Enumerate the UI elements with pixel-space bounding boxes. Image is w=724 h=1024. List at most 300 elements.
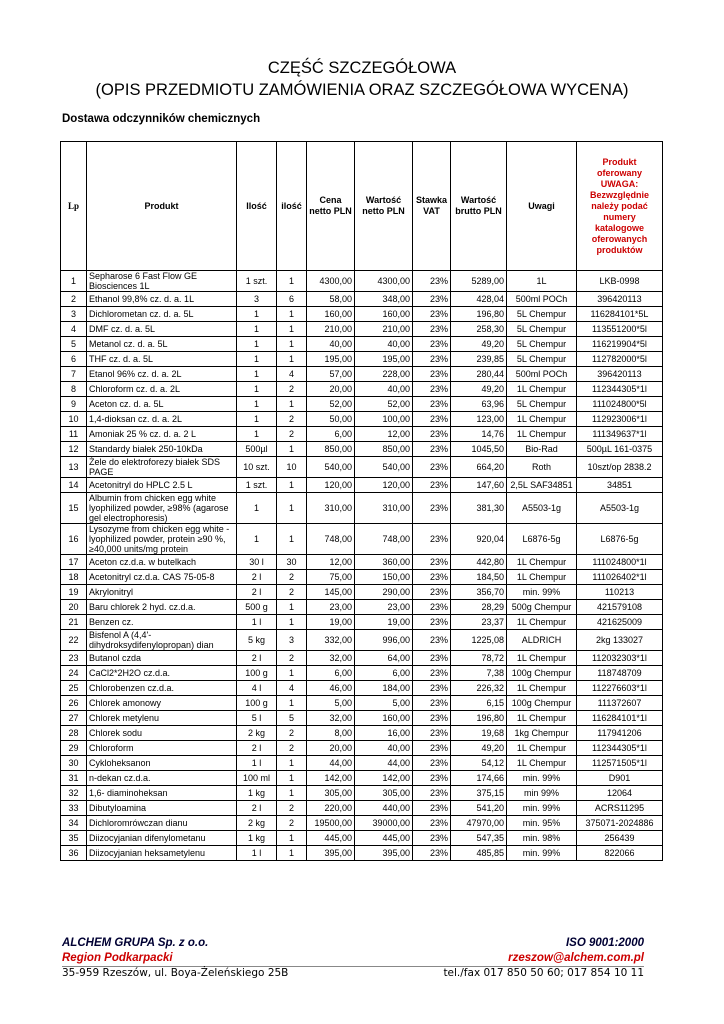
cell-cena: 6,00: [307, 666, 355, 681]
cell-ilosc2: 2: [277, 726, 307, 741]
cell-netto: 440,00: [355, 801, 413, 816]
cell-brutto: 63,96: [451, 397, 507, 412]
cell-cena: 4300,00: [307, 271, 355, 292]
cell-netto: 39000,00: [355, 816, 413, 831]
cell-ilosc1: 2 l: [237, 585, 277, 600]
table-body: [61, 271, 663, 861]
cell-vat: 23%: [413, 397, 451, 412]
cell-cena: 52,00: [307, 397, 355, 412]
cell-vat: 23%: [413, 382, 451, 397]
cell-cena: 32,00: [307, 651, 355, 666]
cell-lp: 5: [61, 337, 87, 352]
header-stawka-vat: Stawka VAT: [413, 142, 451, 271]
cell-uwagi: 1L Chempur: [507, 570, 577, 585]
cell-vat: 23%: [413, 307, 451, 322]
cell-lp: 20: [61, 600, 87, 615]
cell-oferowany: 10szt/op 2838.2: [577, 457, 663, 478]
cell-netto: 310,00: [355, 493, 413, 524]
cell-lp: 18: [61, 570, 87, 585]
cell-ilosc2: 1: [277, 831, 307, 846]
footer-company-line: [62, 937, 644, 949]
cell-lp: 21: [61, 615, 87, 630]
cell-cena: 142,00: [307, 771, 355, 786]
cell-cena: 540,00: [307, 457, 355, 478]
cell-produkt: Dichlorometan cz. d. a. 5L: [87, 307, 237, 322]
cell-oferowany: ACRS11295: [577, 801, 663, 816]
cell-ilosc1: 4 l: [237, 681, 277, 696]
cell-lp: 19: [61, 585, 87, 600]
cell-ilosc1: 1 szt.: [237, 478, 277, 493]
cell-vat: 23%: [413, 457, 451, 478]
cell-uwagi: 1L: [507, 271, 577, 292]
cell-netto: 23,00: [355, 600, 413, 615]
cell-ilosc1: 1: [237, 493, 277, 524]
cell-brutto: 23,37: [451, 615, 507, 630]
cell-brutto: 196,80: [451, 307, 507, 322]
cell-ilosc2: 2: [277, 651, 307, 666]
cell-cena: 748,00: [307, 524, 355, 555]
cell-cena: 58,00: [307, 292, 355, 307]
cell-ilosc2: 1: [277, 771, 307, 786]
cell-brutto: 19,68: [451, 726, 507, 741]
cell-brutto: 196,80: [451, 711, 507, 726]
cell-uwagi: 1L Chempur: [507, 741, 577, 756]
cell-ilosc2: 2: [277, 382, 307, 397]
cell-lp: 35: [61, 831, 87, 846]
cell-produkt: Dichloromrówczan dianu: [87, 816, 237, 831]
cell-produkt: Amoniak 25 % cz. d. a. 2 L: [87, 427, 237, 442]
cell-ilosc2: 1: [277, 524, 307, 555]
footer-region-line: [62, 952, 644, 967]
cell-lp: 23: [61, 651, 87, 666]
cell-vat: 23%: [413, 292, 451, 307]
table-row: [61, 816, 663, 831]
cell-ilosc2: 1: [277, 615, 307, 630]
cell-produkt: Diizocyjanian difenylometanu: [87, 831, 237, 846]
footer-email[interactable]: rzeszow@alchem.com.pl: [508, 952, 644, 964]
cell-uwagi: 500ml POCh: [507, 292, 577, 307]
table-row: [61, 756, 663, 771]
cell-cena: 50,00: [307, 412, 355, 427]
table-row: [61, 427, 663, 442]
cell-ilosc1: 1: [237, 337, 277, 352]
cell-uwagi: min 99%: [507, 786, 577, 801]
cell-produkt: Sepharose 6 Fast Flow GE Biosciences 1L: [87, 271, 237, 292]
cell-lp: 33: [61, 801, 87, 816]
cell-ilosc2: 1: [277, 307, 307, 322]
table-row: [61, 524, 663, 555]
table-row: [61, 726, 663, 741]
cell-lp: 8: [61, 382, 87, 397]
table-row: [61, 846, 663, 861]
cell-uwagi: 500ml POCh: [507, 367, 577, 382]
cell-cena: 210,00: [307, 322, 355, 337]
table-row: [61, 600, 663, 615]
cell-vat: 23%: [413, 726, 451, 741]
cell-netto: 40,00: [355, 382, 413, 397]
cell-lp: 16: [61, 524, 87, 555]
cell-brutto: 7,38: [451, 666, 507, 681]
cell-netto: 100,00: [355, 412, 413, 427]
cell-lp: 13: [61, 457, 87, 478]
cell-ilosc2: 5: [277, 711, 307, 726]
cell-oferowany: L6876-5g: [577, 524, 663, 555]
cell-cena: 145,00: [307, 585, 355, 600]
cell-cena: 395,00: [307, 846, 355, 861]
cell-produkt: Chlorek amonowy: [87, 696, 237, 711]
cell-netto: 290,00: [355, 585, 413, 600]
cell-vat: 23%: [413, 493, 451, 524]
cell-ilosc2: 1: [277, 442, 307, 457]
cell-lp: 28: [61, 726, 87, 741]
cell-ilosc1: 1 kg: [237, 786, 277, 801]
header-produkt: Produkt: [87, 142, 237, 271]
cell-ilosc1: 1: [237, 367, 277, 382]
cell-produkt: Standardy białek 250-10kDa: [87, 442, 237, 457]
cell-lp: 22: [61, 630, 87, 651]
cell-ilosc1: 5 l: [237, 711, 277, 726]
cell-ilosc2: 30: [277, 555, 307, 570]
cell-cena: 19500,00: [307, 816, 355, 831]
cell-brutto: 6,15: [451, 696, 507, 711]
table-row: [61, 801, 663, 816]
table-row: [61, 630, 663, 651]
cell-brutto: 78,72: [451, 651, 507, 666]
cell-ilosc1: 1: [237, 412, 277, 427]
cell-uwagi: 1L Chempur: [507, 382, 577, 397]
cell-cena: 332,00: [307, 630, 355, 651]
cell-brutto: 184,50: [451, 570, 507, 585]
cell-uwagi: ALDRICH: [507, 630, 577, 651]
cell-netto: 12,00: [355, 427, 413, 442]
cell-netto: 348,00: [355, 292, 413, 307]
table-row: [61, 478, 663, 493]
table-row: [61, 570, 663, 585]
table-row: [61, 337, 663, 352]
cell-uwagi: 1L Chempur: [507, 555, 577, 570]
header-cena-netto: Cena netto PLN: [307, 142, 355, 271]
cell-ilosc1: 1: [237, 307, 277, 322]
cell-produkt: THF cz. d. a. 5L: [87, 352, 237, 367]
cell-oferowany: 421625009: [577, 615, 663, 630]
cell-ilosc1: 10 szt.: [237, 457, 277, 478]
cell-lp: 14: [61, 478, 87, 493]
cell-produkt: Dibutyloamina: [87, 801, 237, 816]
cell-brutto: 375,15: [451, 786, 507, 801]
cell-netto: 5,00: [355, 696, 413, 711]
table-row: [61, 493, 663, 524]
table-row: [61, 615, 663, 630]
cell-lp: 17: [61, 555, 87, 570]
cell-cena: 12,00: [307, 555, 355, 570]
cell-vat: 23%: [413, 816, 451, 831]
cell-produkt: DMF cz. d. a. 5L: [87, 322, 237, 337]
cell-netto: 52,00: [355, 397, 413, 412]
cell-oferowany: 112923006*1l: [577, 412, 663, 427]
cell-oferowany: 111372607: [577, 696, 663, 711]
cell-uwagi: 1L Chempur: [507, 756, 577, 771]
cell-ilosc2: 1: [277, 478, 307, 493]
cell-brutto: 442,80: [451, 555, 507, 570]
cell-ilosc1: 500µl: [237, 442, 277, 457]
cell-oferowany: 117941206: [577, 726, 663, 741]
cell-ilosc2: 1: [277, 756, 307, 771]
cell-cena: 160,00: [307, 307, 355, 322]
cell-netto: 445,00: [355, 831, 413, 846]
cell-vat: 23%: [413, 427, 451, 442]
cell-netto: 40,00: [355, 337, 413, 352]
cell-vat: 23%: [413, 846, 451, 861]
cell-produkt: Lysozyme from chicken egg white - lyophilized powder, protein ≥90 %, ≥40,000 units/mg protein: [87, 524, 237, 555]
cell-oferowany: 118748709: [577, 666, 663, 681]
cell-uwagi: 5L Chempur: [507, 322, 577, 337]
table-header-row: [61, 142, 663, 271]
cell-oferowany: 822066: [577, 846, 663, 861]
cell-produkt: Cykloheksanon: [87, 756, 237, 771]
cell-ilosc1: 1: [237, 397, 277, 412]
cell-brutto: 123,00: [451, 412, 507, 427]
cell-ilosc1: 100 ml: [237, 771, 277, 786]
cell-netto: 395,00: [355, 846, 413, 861]
cell-produkt: Metanol cz. d. a. 5L: [87, 337, 237, 352]
cell-produkt: 1,6- diaminoheksan: [87, 786, 237, 801]
cell-oferowany: 375071-2024886: [577, 816, 663, 831]
cell-ilosc2: 10: [277, 457, 307, 478]
cell-ilosc2: 1: [277, 493, 307, 524]
cell-cena: 120,00: [307, 478, 355, 493]
cell-lp: 4: [61, 322, 87, 337]
cell-netto: 195,00: [355, 352, 413, 367]
cell-lp: 31: [61, 771, 87, 786]
cell-vat: 23%: [413, 696, 451, 711]
cell-vat: 23%: [413, 442, 451, 457]
cell-cena: 850,00: [307, 442, 355, 457]
cell-ilosc2: 1: [277, 696, 307, 711]
cell-netto: 305,00: [355, 786, 413, 801]
cell-uwagi: 5L Chempur: [507, 397, 577, 412]
cell-uwagi: Bio-Rad: [507, 442, 577, 457]
cell-netto: 40,00: [355, 741, 413, 756]
cell-brutto: 49,20: [451, 337, 507, 352]
table-row: [61, 271, 663, 292]
cell-ilosc1: 1 kg: [237, 831, 277, 846]
cell-uwagi: 100g Chempur: [507, 666, 577, 681]
cell-brutto: 428,04: [451, 292, 507, 307]
cell-brutto: 381,30: [451, 493, 507, 524]
cell-netto: 160,00: [355, 711, 413, 726]
cell-produkt: Aceton cz. d. a. 5L: [87, 397, 237, 412]
cell-ilosc1: 2 kg: [237, 726, 277, 741]
price-table: [60, 141, 663, 861]
cell-oferowany: 111349637*1l: [577, 427, 663, 442]
cell-oferowany: 34851: [577, 478, 663, 493]
cell-brutto: 28,29: [451, 600, 507, 615]
cell-vat: 23%: [413, 271, 451, 292]
cell-netto: 210,00: [355, 322, 413, 337]
cell-produkt: Benzen cz.: [87, 615, 237, 630]
cell-brutto: 14,76: [451, 427, 507, 442]
cell-vat: 23%: [413, 478, 451, 493]
cell-lp: 9: [61, 397, 87, 412]
cell-ilosc1: 1 l: [237, 846, 277, 861]
cell-vat: 23%: [413, 756, 451, 771]
cell-ilosc2: 1: [277, 337, 307, 352]
cell-vat: 23%: [413, 801, 451, 816]
cell-oferowany: 256439: [577, 831, 663, 846]
cell-uwagi: 5L Chempur: [507, 337, 577, 352]
cell-ilosc2: 4: [277, 367, 307, 382]
cell-ilosc1: 2 l: [237, 741, 277, 756]
cell-uwagi: Roth: [507, 457, 577, 478]
cell-uwagi: 1kg Chempur: [507, 726, 577, 741]
cell-ilosc1: 2 l: [237, 570, 277, 585]
cell-uwagi: min. 99%: [507, 801, 577, 816]
cell-uwagi: min. 99%: [507, 771, 577, 786]
cell-oferowany: 396420113: [577, 367, 663, 382]
cell-lp: 26: [61, 696, 87, 711]
footer-iso: ISO 9001:2000: [565, 937, 644, 949]
cell-oferowany: 113551200*5l: [577, 322, 663, 337]
cell-uwagi: min. 98%: [507, 831, 577, 846]
cell-oferowany: 112032303*1l: [577, 651, 663, 666]
cell-oferowany: LKB-0998: [577, 271, 663, 292]
cell-netto: 540,00: [355, 457, 413, 478]
cell-uwagi: L6876-5g: [507, 524, 577, 555]
cell-lp: 29: [61, 741, 87, 756]
cell-oferowany: 112571505*1l: [577, 756, 663, 771]
cell-ilosc2: 2: [277, 801, 307, 816]
cell-lp: 1: [61, 271, 87, 292]
section-title: Dostawa odczynników chemicznych: [62, 113, 261, 125]
cell-oferowany: 12064: [577, 786, 663, 801]
cell-uwagi: min. 99%: [507, 585, 577, 600]
cell-cena: 220,00: [307, 801, 355, 816]
cell-netto: 228,00: [355, 367, 413, 382]
cell-lp: 2: [61, 292, 87, 307]
cell-oferowany: 110213: [577, 585, 663, 600]
cell-cena: 32,00: [307, 711, 355, 726]
cell-ilosc2: 2: [277, 412, 307, 427]
cell-lp: 15: [61, 493, 87, 524]
cell-brutto: 174,66: [451, 771, 507, 786]
cell-vat: 23%: [413, 711, 451, 726]
cell-ilosc1: 1: [237, 382, 277, 397]
cell-uwagi: 2,5L SAF34851: [507, 478, 577, 493]
cell-brutto: 258,30: [451, 322, 507, 337]
cell-ilosc1: 3: [237, 292, 277, 307]
cell-netto: 19,00: [355, 615, 413, 630]
cell-brutto: 239,85: [451, 352, 507, 367]
table-row: [61, 681, 663, 696]
cell-ilosc1: 1 l: [237, 615, 277, 630]
cell-ilosc2: 6: [277, 292, 307, 307]
cell-uwagi: 1L Chempur: [507, 615, 577, 630]
cell-oferowany: 116284101*1l: [577, 711, 663, 726]
cell-vat: 23%: [413, 412, 451, 427]
cell-uwagi: min. 95%: [507, 816, 577, 831]
cell-ilosc1: 100 g: [237, 696, 277, 711]
footer-address-line: [62, 967, 644, 979]
table-row: [61, 771, 663, 786]
cell-ilosc2: 2: [277, 816, 307, 831]
header-lp: Lp: [61, 142, 87, 271]
cell-ilosc2: 1: [277, 600, 307, 615]
cell-cena: 19,00: [307, 615, 355, 630]
cell-vat: 23%: [413, 367, 451, 382]
cell-vat: 23%: [413, 570, 451, 585]
cell-oferowany: 116219904*5l: [577, 337, 663, 352]
cell-lp: 24: [61, 666, 87, 681]
cell-brutto: 280,44: [451, 367, 507, 382]
cell-ilosc1: 1: [237, 322, 277, 337]
footer-phone: tel./fax 017 850 50 60; 017 854 10 11: [443, 967, 644, 979]
footer-address: 35-959 Rzeszów, ul. Boya-Żeleńskiego 25B: [62, 967, 289, 979]
cell-ilosc1: 1: [237, 524, 277, 555]
cell-oferowany: 111024800*5l: [577, 397, 663, 412]
table-row: [61, 292, 663, 307]
table-row: [61, 696, 663, 711]
table-row: [61, 585, 663, 600]
table-row: [61, 397, 663, 412]
cell-netto: 996,00: [355, 630, 413, 651]
cell-uwagi: 5L Chempur: [507, 307, 577, 322]
cell-cena: 75,00: [307, 570, 355, 585]
cell-oferowany: 111026402*1l: [577, 570, 663, 585]
cell-lp: 12: [61, 442, 87, 457]
cell-lp: 25: [61, 681, 87, 696]
cell-ilosc2: 1: [277, 322, 307, 337]
header-uwagi: Uwagi: [507, 142, 577, 271]
cell-cena: 195,00: [307, 352, 355, 367]
cell-lp: 7: [61, 367, 87, 382]
cell-oferowany: A5503-1g: [577, 493, 663, 524]
cell-ilosc2: 1: [277, 666, 307, 681]
cell-vat: 23%: [413, 831, 451, 846]
cell-ilosc1: 30 l: [237, 555, 277, 570]
cell-vat: 23%: [413, 352, 451, 367]
cell-uwagi: 1L Chempur: [507, 412, 577, 427]
cell-ilosc1: 2 kg: [237, 816, 277, 831]
table-row: [61, 352, 663, 367]
header-produkt-oferowany: Produkt oferowany UWAGA: Bezwzględnie należy podać numery katalogowe oferowanych produktów: [577, 142, 663, 271]
cell-brutto: 485,85: [451, 846, 507, 861]
cell-netto: 120,00: [355, 478, 413, 493]
cell-ilosc1: 1 l: [237, 756, 277, 771]
cell-ilosc1: 5 kg: [237, 630, 277, 651]
cell-vat: 23%: [413, 585, 451, 600]
cell-produkt: n-dekan cz.d.a.: [87, 771, 237, 786]
cell-uwagi: A5503-1g: [507, 493, 577, 524]
cell-brutto: 547,35: [451, 831, 507, 846]
cell-cena: 445,00: [307, 831, 355, 846]
cell-ilosc2: 4: [277, 681, 307, 696]
cell-lp: 10: [61, 412, 87, 427]
cell-produkt: Bisfenol A (4,4'-dihydroksydifenylopropan) dian: [87, 630, 237, 651]
cell-uwagi: 100g Chempur: [507, 696, 577, 711]
cell-brutto: 5289,00: [451, 271, 507, 292]
cell-brutto: 1225,08: [451, 630, 507, 651]
cell-cena: 57,00: [307, 367, 355, 382]
cell-uwagi: 1L Chempur: [507, 681, 577, 696]
cell-brutto: 226,32: [451, 681, 507, 696]
cell-produkt: Butanol czda: [87, 651, 237, 666]
header-ilosc-2: ilość: [277, 142, 307, 271]
cell-lp: 27: [61, 711, 87, 726]
cell-cena: 46,00: [307, 681, 355, 696]
cell-oferowany: 500µL 161-0375: [577, 442, 663, 457]
cell-ilosc1: 2 l: [237, 651, 277, 666]
cell-oferowany: 112782000*5l: [577, 352, 663, 367]
